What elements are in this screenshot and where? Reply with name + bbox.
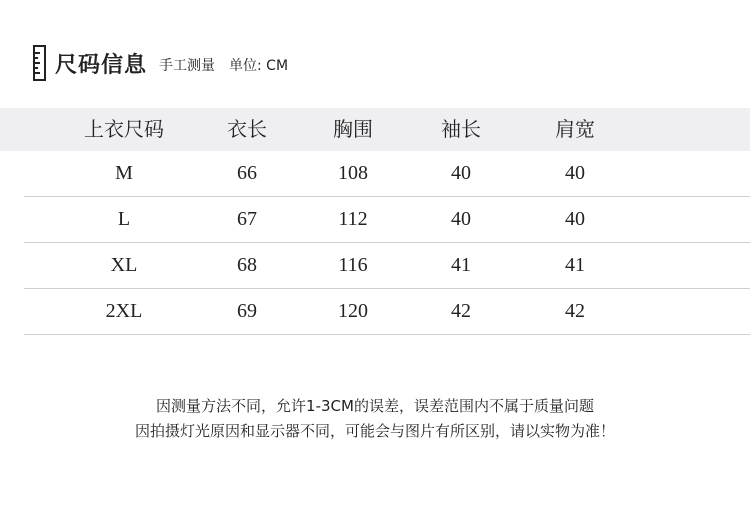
cell-shoulder: 40 <box>565 162 585 184</box>
cell-sleeve: 40 <box>451 162 471 184</box>
table-row <box>24 243 750 289</box>
cell-sleeve: 40 <box>451 208 471 230</box>
cell-shoulder: 41 <box>565 254 585 276</box>
cell-length: 68 <box>237 254 257 276</box>
table-row <box>24 151 750 197</box>
cell-chest: 112 <box>338 208 368 230</box>
table-row <box>24 289 750 335</box>
disclaimer-line: 因拍摄灯光原因和显示器不同，可能会与图片有所区别，请以实物为准！ <box>134 422 615 440</box>
ruler-icon <box>33 45 46 81</box>
cell-sleeve: 41 <box>451 254 471 276</box>
cell-size: XL <box>110 254 138 276</box>
disclaimer-notes <box>0 394 750 444</box>
disclaimer-line: 因测量方法不同，允许1-3CM的误差，误差范围内不属于质量问题 <box>156 397 594 415</box>
cell-shoulder: 40 <box>565 208 585 230</box>
measurement-note: 手工测量 <box>159 58 216 74</box>
cell-length: 66 <box>237 162 257 184</box>
cell-chest: 108 <box>338 162 368 184</box>
cell-size: L <box>117 208 131 230</box>
cell-length: 69 <box>237 300 257 322</box>
cell-chest: 120 <box>338 300 368 322</box>
cell-size: 2XL <box>105 300 143 322</box>
column-header-shoulder: 肩宽 <box>555 117 595 141</box>
page-header <box>33 44 288 82</box>
unit-label: 单位: CM <box>229 58 289 74</box>
column-header-chest: 胸围 <box>333 117 373 141</box>
cell-sleeve: 42 <box>451 300 471 322</box>
cell-size: M <box>115 162 133 184</box>
page-title: 尺码信息 <box>55 52 148 78</box>
column-header-size: 上衣尺码 <box>84 117 164 141</box>
table-header-row <box>0 108 750 151</box>
table-row <box>24 197 750 243</box>
column-header-length: 衣长 <box>227 117 267 141</box>
cell-length: 67 <box>237 208 257 230</box>
column-header-sleeve: 袖长 <box>441 117 481 141</box>
size-table <box>0 108 750 335</box>
cell-chest: 116 <box>338 254 368 276</box>
cell-shoulder: 42 <box>565 300 585 322</box>
